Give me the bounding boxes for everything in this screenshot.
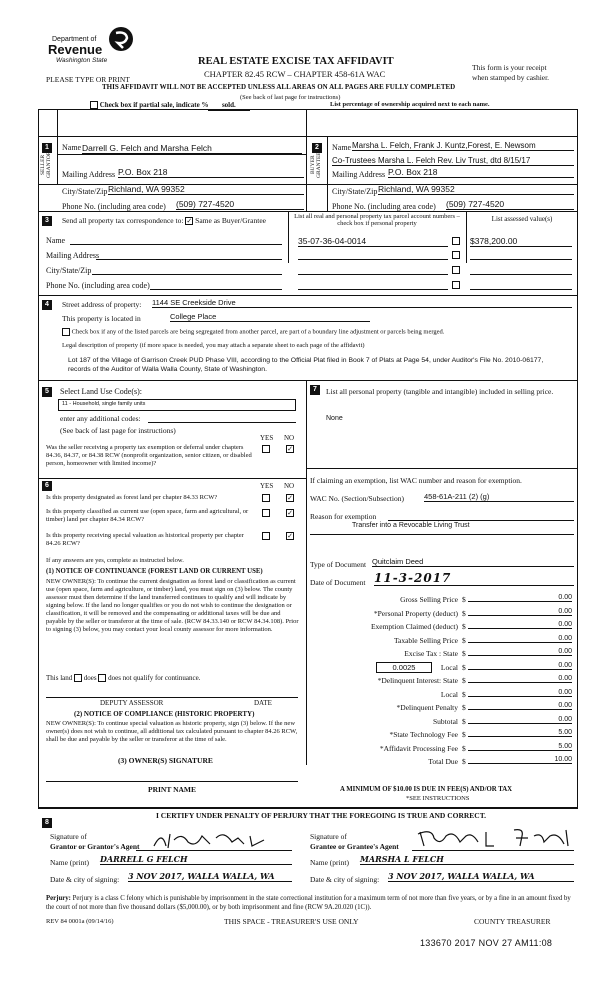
parcel-number[interactable]: 35-07-36-04-0014: [298, 236, 448, 247]
s6-q1-no[interactable]: ✓: [287, 494, 293, 502]
amount-label: Total Due: [428, 757, 458, 766]
minimum-note: A MINIMUM OF $10.00 IS DUE IN FEE(S) AND/OR TAX: [340, 786, 513, 793]
amount-label: Local: [440, 662, 458, 672]
legal-label: Legal description of property (if more space is needed, you may attach a separate sheet to each page of the affidavit): [62, 342, 365, 349]
section-6-number: 6: [42, 481, 52, 491]
grantor-name[interactable]: DARRELL G FELCH: [100, 854, 292, 865]
doc-type-value[interactable]: Quitclaim Deed: [372, 557, 574, 567]
amount-value[interactable]: 0.00: [468, 702, 572, 710]
seller-phone-value[interactable]: (509) 727-4520: [176, 199, 304, 210]
grantee-signature[interactable]: [416, 826, 576, 850]
s6-no: NO: [284, 482, 295, 490]
s6-q2: Is this property classified as current use (open space, farm and agricultural, or timber) land per chapter 84.34 RCW?: [46, 508, 249, 523]
perjury-note: [46, 894, 576, 912]
see-back-top: (See back of last page for instructions): [240, 94, 341, 101]
same-as-buyer-checkbox[interactable]: ✓: [186, 217, 193, 226]
segregate-row: [62, 328, 444, 336]
seller-mail-value[interactable]: P.O. Box 218: [118, 167, 304, 178]
amount-value[interactable]: 0.00: [468, 675, 572, 683]
doc-type-label: Type of Document: [310, 560, 367, 569]
amount-value[interactable]: 0.00: [468, 716, 572, 724]
amount-value[interactable]: 5.00: [468, 729, 572, 737]
amount-label: Subtotal: [432, 716, 458, 726]
grantor-date-label: Date & city of signing:: [50, 875, 120, 884]
dollar-sign: $: [462, 649, 466, 658]
s6-if-yes: If any answers are yes, complete as instructed below.: [46, 557, 184, 564]
section-7-number: 7: [310, 385, 320, 395]
county-treasurer: COUNTY TREASURER: [474, 917, 551, 926]
send-correspondence: [62, 216, 266, 225]
grantee-name-label: Name (print): [310, 858, 349, 867]
amount-value[interactable]: 0.00: [468, 689, 572, 697]
additional-codes-label: enter any additional codes:: [60, 414, 141, 423]
amount-value[interactable]: 0.00: [468, 608, 572, 616]
parcel-2-personal-checkbox[interactable]: [452, 251, 460, 259]
seller-phone-label: Phone No. (including area code): [62, 202, 166, 211]
s6-q2-yes[interactable]: [262, 509, 270, 517]
rev-code: REV 84 0001a (09/14/16): [46, 918, 114, 925]
does-label: does: [83, 674, 97, 682]
value-header: List assessed value(s): [491, 215, 553, 223]
amount-label: Taxable Selling Price: [393, 635, 458, 645]
grantor-agent-label: Grantor or Grantor's Agent: [50, 842, 140, 851]
amount-label: *State Technology Fee: [389, 730, 458, 739]
section-3-number: 3: [42, 216, 52, 226]
warning: THIS AFFIDAVIT WILL NOT BE ACCEPTED UNLESS ALL AREAS ON ALL PAGES ARE FULLY COMPLETED: [102, 83, 456, 91]
seller-city-label: City/State/Zip: [62, 187, 108, 196]
dollar-sign: $: [462, 689, 466, 699]
send-label: Send all property tax correspondence to:: [62, 216, 184, 225]
grantee-name[interactable]: MARSHA L FELCH: [360, 854, 574, 865]
seller-side-label: SELLER GRANTOR: [40, 151, 52, 178]
partial-sale-label: Check box if partial sale, indicate %: [99, 101, 209, 109]
does-not-checkbox[interactable]: [98, 674, 106, 682]
section-8-number: 8: [42, 818, 52, 828]
sold-label: sold.: [221, 101, 236, 109]
s5-no-checkbox[interactable]: ✓: [287, 445, 293, 453]
land-use-value: 11 - Household, single family units: [62, 401, 146, 407]
wac-value[interactable]: 458-61A-211 (2) (g): [424, 492, 574, 502]
print-name-label: PRINT NAME: [148, 785, 196, 794]
amount-label: Excise Tax : State: [404, 649, 458, 658]
amount-value[interactable]: 0.00: [468, 662, 572, 670]
section-1-number: 1: [42, 143, 52, 153]
section-2-number: 2: [312, 143, 322, 153]
assessed-value[interactable]: $378,200.00: [470, 236, 572, 247]
parcel-1-personal-checkbox[interactable]: [452, 237, 460, 245]
seller-city-value[interactable]: Richland, WA 99352: [108, 184, 304, 195]
buyer-name2-value[interactable]: Co-Trustees Marsha L. Felch Rev. Liv Trust, dtd 8/15/17: [332, 156, 574, 166]
dollar-sign: $: [462, 662, 466, 672]
amount-label: *Personal Property (deduct): [373, 608, 458, 618]
buyer-mail-value[interactable]: P.O. Box 218: [388, 167, 574, 178]
treasurer-space: THIS SPACE - TREASURER'S USE ONLY: [224, 917, 359, 926]
segregate-checkbox[interactable]: [62, 328, 70, 336]
amount-value[interactable]: 10.00: [468, 756, 572, 764]
s5-yes-checkbox[interactable]: [262, 445, 270, 453]
revenue-logo-icon: [108, 26, 134, 52]
form-title: REAL ESTATE EXCISE TAX AFFIDAVIT: [198, 56, 394, 67]
buyer-name-label: Name: [332, 143, 352, 152]
claim-label: If claiming an exemption, list WAC number and reason for exemption.: [310, 476, 522, 485]
notice1-body: NEW OWNER(S): To continue the current designation as forest land or classification as current use (open space, farm and agriculture, or timber) land, you must sign on (3) below. The county assessor must then determine if the land transferred continues to qualify and will indicate by signing below. If the land no longer qualifies or you do not wish to continue the designation or classification, it will be removed and the compensating or additional taxes will be due and payable by the seller or transferor at the time of sale. (RCW 84.33.140 or RCW 84.34.108). Prior to signing (3) below, you may contact your local county assessor for more information.: [46, 578, 299, 633]
grantor-name-label: Name (print): [50, 858, 89, 867]
located-label: This property is located in: [62, 314, 141, 323]
dollar-sign: $: [462, 635, 466, 645]
buyer-mail-label: Mailing Address: [332, 170, 386, 179]
buyer-phone-label: Phone No. (including area code): [332, 202, 436, 211]
grantor-sig-label: Signature of: [50, 832, 87, 841]
buyer-side-label: BUYER GRANTEE: [310, 152, 322, 178]
s6-q3-yes[interactable]: [262, 532, 270, 540]
does-checkbox[interactable]: [74, 674, 82, 682]
seller-mail-label: Mailing Address: [62, 170, 116, 179]
grantor-signature[interactable]: [152, 828, 272, 850]
dollar-sign: $: [462, 743, 466, 753]
personal-property-label: List all personal property (tangible and intangible) included in selling price.: [326, 387, 554, 396]
legal-description[interactable]: Lot 187 of the Village of Garrison Creek PUD Phase VIII, according to the Official Plat filed in Book 7 of Plats at Page 54, under Auditor's File No. 2010-06177, records of the Auditor of Walla Walla County, State of Washington.: [68, 357, 544, 373]
deputy-date: DATE: [254, 699, 272, 707]
doc-date-value[interactable]: 11-3-2017: [374, 571, 574, 586]
perjury-label: Perjury:: [46, 895, 71, 902]
grantor-date[interactable]: 3 NOV 2017, WALLA WALLA, WA: [128, 871, 292, 882]
amount-label: Local: [440, 689, 458, 699]
dollar-sign: $: [462, 757, 466, 766]
parcel-header: List all real and personal property tax parcel account numbers – check box if personal property: [294, 213, 460, 227]
receipt-note1: This form is your receipt: [472, 63, 547, 72]
amount-value[interactable]: 0.00: [468, 594, 572, 602]
notice2-body: NEW OWNER(S): To continue special valuation as historic property, sign (3) below. If the new owner(s) does not wish to continue, all additional tax calculated pursuant to chapter 84.26 RCW, shall be due and payable by the seller or transferor at the time of sale.: [46, 720, 298, 743]
s6-q3-no[interactable]: ✓: [287, 532, 293, 540]
s5-no: NO: [284, 434, 295, 442]
amount-label: Gross Selling Price: [400, 595, 458, 604]
perjury-text: Perjury is a class C felony which is punishable by imprisonment in the state correctional institution for a maximum term of not more than five years, or by a fine in an amount fixed by the court of not more than five thousand dollars ($5,000.00), or by both imprisonment and fine (RCW 9A.20.020 (1C)).: [46, 895, 571, 911]
section-5-number: 5: [42, 387, 52, 397]
receipt-note2: when stamped by cashier.: [472, 73, 550, 82]
list-pct: List percentage of ownership acquired next to each name.: [330, 101, 490, 108]
amount-label: Exemption Claimed (deduct): [370, 622, 458, 631]
dollar-sign: $: [462, 703, 466, 712]
land-use-label: Select Land Use Code(s):: [60, 387, 142, 396]
wac-label: WAC No. (Section/Subsection): [310, 494, 404, 503]
segregate-label: Check box if any of the listed parcels are being segregated from another parcel, are part of a boundary line adjustment or parcels being merged.: [71, 328, 445, 336]
certify: I CERTIFY UNDER PENALTY OF PERJURY THAT THE FOREGOING IS TRUE AND CORRECT.: [156, 811, 487, 820]
personal-property-value[interactable]: None: [326, 415, 343, 422]
exemption-question: Was the seller receiving a property tax exemption or deferral under chapters 84.36, 84.37, or 84.38 RCW (nonprofit organization, senior citizen, or disabled person, homeowner with limited income)?: [46, 444, 252, 467]
recording-stamp: 133670 2017 NOV 27 AM11:08: [420, 938, 553, 948]
reason-value[interactable]: Transfer into a Revocable Living Trust: [352, 522, 470, 529]
seller-name-value[interactable]: Darrell G. Felch and Marsha Felch: [82, 143, 302, 154]
does-not-label: does not qualify for continuance.: [108, 674, 201, 682]
grantee-date-label: Date & city of signing:: [310, 875, 380, 884]
s3-city-label: City/State/Zip: [46, 266, 92, 275]
s6-q2-no[interactable]: ✓: [287, 509, 293, 517]
amount-label: *Affidavit Processing Fee: [379, 743, 458, 753]
dept-line2: Revenue: [48, 42, 103, 57]
dept-line3: Washington State: [56, 57, 108, 64]
s3-mail-label: Mailing Address: [46, 251, 100, 260]
revenue-logo: [44, 26, 134, 70]
dollar-sign: $: [462, 622, 466, 631]
located-value[interactable]: College Place: [170, 312, 370, 322]
street-label: Street address of property:: [62, 300, 142, 309]
grantee-date[interactable]: 3 NOV 2017, WALLA WALLA, WA: [388, 871, 574, 882]
section-4-number: 4: [42, 300, 52, 310]
s5-see-back: (See back of last page for instructions): [60, 426, 176, 435]
s6-q1-yes[interactable]: [262, 494, 270, 502]
notice1-title: (1) NOTICE OF CONTINUANCE (FOREST LAND OR CURRENT USE): [46, 568, 263, 575]
s3-phone-label: Phone No. (including area code): [46, 281, 150, 290]
grantee-agent-label: Grantee or Grantee's Agent: [310, 842, 399, 851]
doc-date-label: Date of Document: [310, 578, 366, 587]
this-land-label: This land: [46, 674, 73, 682]
notice2-title: (2) NOTICE OF COMPLIANCE (HISTORIC PROPERTY): [74, 710, 255, 718]
s5-yes: YES: [260, 434, 274, 442]
owner-signature-label: (3) OWNER(S) SIGNATURE: [118, 756, 213, 765]
seller-name-label: Name: [62, 143, 82, 152]
dollar-sign: $: [462, 595, 466, 604]
buyer-name-value[interactable]: Marsha L. Felch, Frank J. Kuntz,Forest, E. Newsom: [352, 141, 574, 151]
dollar-sign: $: [462, 730, 466, 739]
s6-yes: YES: [260, 482, 274, 490]
s6-q3: Is this property receiving special valuation as historical property per chapter 84.26 RCW?: [46, 532, 244, 547]
buyer-city-label: City/State/Zip: [332, 187, 378, 196]
s6-q1: Is this property designated as forest land per chapter 84.33 RCW?: [46, 494, 218, 501]
amount-label: *Delinquent Interest: State: [377, 676, 458, 685]
buyer-city-value[interactable]: Richland, WA 99352: [378, 184, 574, 195]
please-print: PLEASE TYPE OR PRINT: [46, 75, 130, 84]
grantee-sig-label: Signature of: [310, 832, 347, 841]
dept-line1: Department of: [52, 36, 97, 43]
local-rate-value[interactable]: 0.0025: [376, 662, 432, 673]
street-value[interactable]: 1144 SE Creekside Drive: [152, 298, 572, 308]
deputy-assessor: DEPUTY ASSESSOR: [100, 699, 164, 707]
reason-label: Reason for exemption: [310, 512, 377, 521]
buyer-phone-value[interactable]: (509) 727-4520: [446, 199, 574, 210]
parcel-4-personal-checkbox[interactable]: [452, 281, 460, 289]
s3-name-label: Name: [46, 236, 66, 245]
see-instructions: *SEE INSTRUCTIONS: [406, 795, 470, 802]
amount-value[interactable]: 0.00: [468, 648, 572, 656]
dollar-sign: $: [462, 716, 466, 726]
seller-name-row: [62, 143, 302, 152]
amount-label: *Delinquent Penalty: [396, 703, 458, 712]
form-chapter: CHAPTER 82.45 RCW – CHAPTER 458-61A WAC: [204, 69, 386, 79]
amount-value[interactable]: 0.00: [468, 621, 572, 629]
this-land-row: [46, 674, 200, 682]
amount-value[interactable]: 5.00: [468, 743, 572, 751]
dollar-sign: $: [462, 608, 466, 618]
parcel-3-personal-checkbox[interactable]: [452, 266, 460, 274]
same-as-buyer-label: Same as Buyer/Grantee: [195, 216, 266, 225]
dollar-sign: $: [462, 676, 466, 685]
amount-value[interactable]: 0.00: [468, 635, 572, 643]
